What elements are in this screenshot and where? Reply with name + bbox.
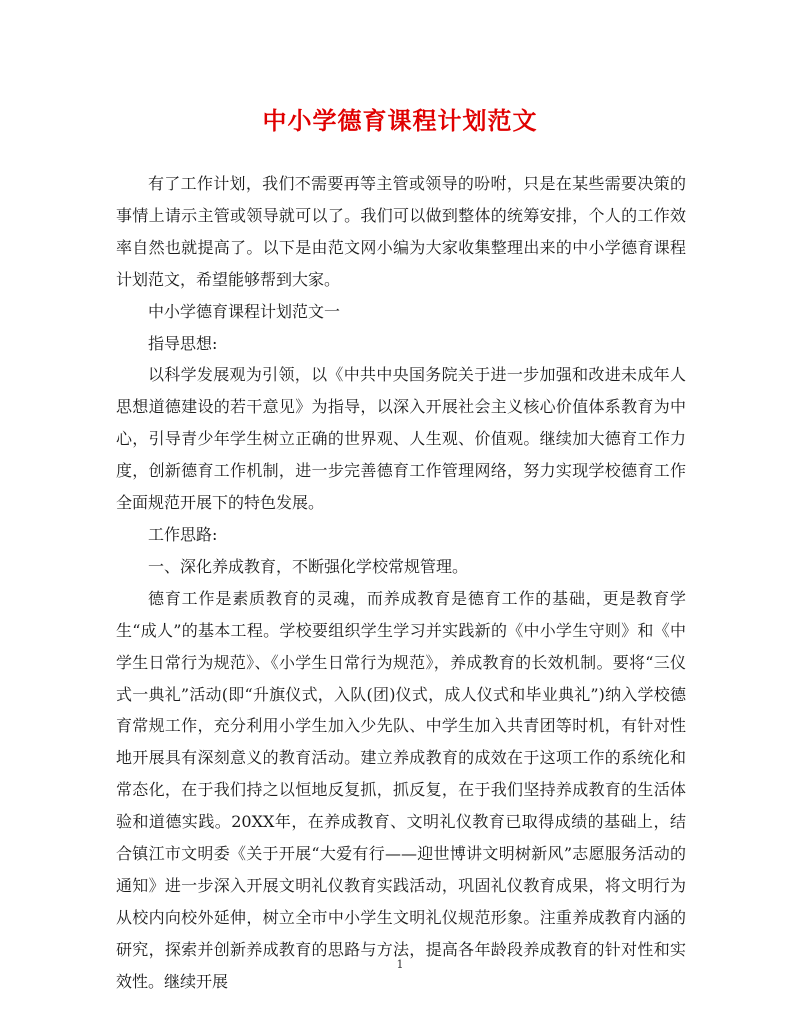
document-body — [116, 168, 686, 998]
subheading-work-approach: 工作思路: — [148, 524, 218, 544]
item-heading-one: 一、深化养成教育，不断强化学校常规管理。 — [148, 556, 469, 576]
paragraph-guiding-ideology: 以科学发展观为引领，以《中共中央国务院关于进一步加强和改进未成年人思想道德建设的若干意见》为指导，以深入开展社会主义核心价值体系教育为中心，引导青少年学生树立正确的世界观、人生观、价值观。继续加大德育工作力度，创新德育工作机制，进一步完善德育工作管理网络，努力实现学校德育工作全面规范开展下的特色发展。 — [116, 365, 686, 513]
document-title: 中小学德育课程计划范文 — [262, 106, 538, 135]
paragraph-habit-education: 德育工作是素质教育的灵魂，而养成教育是德育工作的基础，更是教育学生“成人”的基本工程。学校要组织学生学习并实践新的《中小学生守则》和《中学生日常行为规范》、《小学生日常行为规范》，养成教育的长效机制。要将“三仪式一典礼”活动(即“升旗仪式，入队(团)仪式，成人仪式和毕业典礼”)纳入学校德育常规工作，充分利用小学生加入少先队、中学生加入共青团等时机，有针对性地开展具有深刻意义的教育活动。建立养成教育的成效在于这项工作的系统化和常态化，在于我们持之以恒地反复抓，抓反复，在于我们坚持养成教育的生活体验和道德实践。20XX年，在养成教育、文明礼仪教育已取得成绩的基础上，结合镇江市文明委《关于开展“大爱有行——迎世博讲文明树新风”志愿服务活动的通知》进一步深入开展文明礼仪教育实践活动，巩固礼仪教育成果，将文明行为从校内向校外延伸，树立全市中小学生文明礼仪规范形象。注重养成教育内涵的研究，探索并创新养成教育的思路与方法，提高各年龄段养成教育的针对性和实效性。继续开展 — [116, 588, 686, 991]
subheading-guiding-ideology: 指导思想: — [148, 333, 218, 353]
page-number: 1 — [396, 958, 404, 971]
section-heading: 中小学德育课程计划范文一 — [148, 301, 341, 321]
paragraph-intro: 有了工作计划，我们不需要再等主管或领导的吩咐，只是在某些需要决策的事情上请示主管或领导就可以了。我们可以做到整体的统筹安排，个人的工作效率自然也就提高了。以下是由范文网小编为大家收集整理出来的中小学德育课程计划范文，希望能够帮到大家。 — [116, 174, 686, 289]
